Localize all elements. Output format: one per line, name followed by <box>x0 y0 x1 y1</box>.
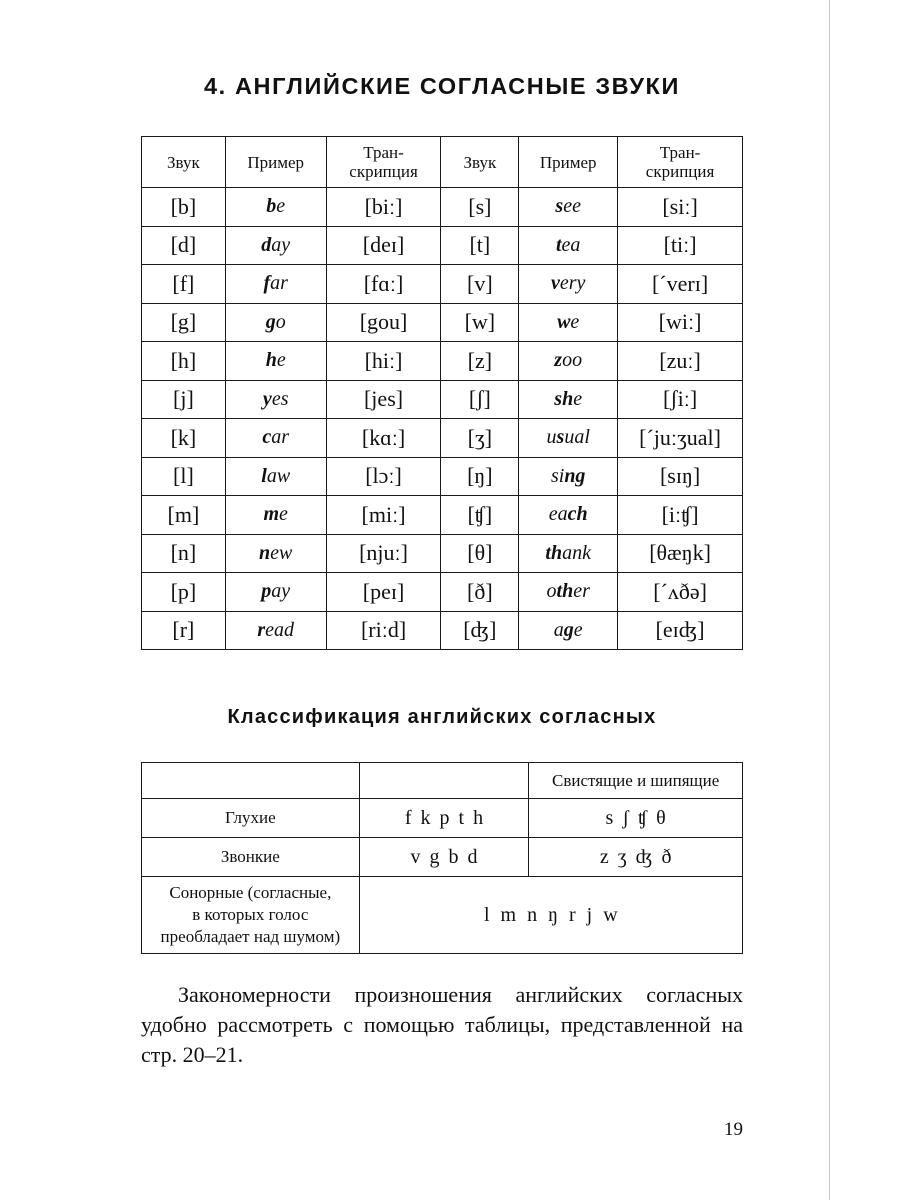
table-row <box>142 265 743 304</box>
highlighted-letters: y <box>262 387 272 410</box>
sound-cell: [l] <box>142 457 226 496</box>
transcription-cell: [θæŋk] <box>618 534 743 573</box>
word-segment: ew <box>270 541 293 564</box>
header-cell: Тран- скрипция <box>326 137 441 188</box>
transcription-cell: [wiː] <box>618 303 743 342</box>
page-number: 19 <box>724 1119 743 1140</box>
example-word-cell <box>225 611 326 650</box>
word-segment: e <box>276 195 286 218</box>
header-cell: Звук <box>142 137 226 188</box>
example-word-cell <box>225 342 326 381</box>
sound-cell: [ʤ] <box>441 611 519 650</box>
table-row <box>142 534 743 573</box>
example-word-cell <box>225 265 326 304</box>
sound-cell: [p] <box>142 573 226 612</box>
sound-cell: [w] <box>441 303 519 342</box>
transcription-cell: [ʃiː] <box>618 380 743 419</box>
page-edge-line <box>829 0 830 1200</box>
sound-cell: [b] <box>142 188 226 227</box>
header-cell: Пример <box>225 137 326 188</box>
voiced-row <box>142 838 743 877</box>
voiced-label: Звонкие <box>142 838 360 877</box>
transcription-cell: [zuː] <box>618 342 743 381</box>
highlighted-letters: g <box>563 618 574 641</box>
table-row <box>142 303 743 342</box>
word-segment: aw <box>266 464 291 487</box>
example-word-cell <box>519 534 618 573</box>
highlighted-letters: m <box>263 503 280 526</box>
highlighted-letters: h <box>265 349 277 372</box>
example-word-cell <box>225 573 326 612</box>
word-segment: si <box>550 464 565 487</box>
word-segment: ee <box>563 195 581 218</box>
highlighted-letters: t <box>555 233 562 256</box>
highlighted-letters: c <box>262 426 272 449</box>
transcription-cell: [ˊjuːʒual] <box>618 419 743 458</box>
table-row <box>142 611 743 650</box>
table-row <box>142 342 743 381</box>
example-word-cell <box>519 188 618 227</box>
word-segment: er <box>573 580 590 603</box>
word-segment: ar <box>271 426 290 449</box>
sound-cell: [k] <box>142 419 226 458</box>
transcription-cell: [tiː] <box>618 226 743 265</box>
transcription-cell: [deɪ] <box>326 226 441 265</box>
word-segment: ay <box>271 233 291 256</box>
word-segment: a <box>553 618 564 641</box>
example-word-cell <box>519 496 618 535</box>
transcription-cell: [riːd] <box>326 611 441 650</box>
sound-cell: [d] <box>142 226 226 265</box>
word-segment: ery <box>559 272 586 295</box>
empty-cell <box>359 763 529 799</box>
sound-cell: [r] <box>142 611 226 650</box>
header-cell: Звук <box>441 137 519 188</box>
transcription-cell: [fɑː] <box>326 265 441 304</box>
example-word-cell <box>519 226 618 265</box>
highlighted-letters: r <box>257 618 266 641</box>
highlighted-letters: ng <box>564 464 586 487</box>
highlighted-letters: sh <box>554 387 574 410</box>
sonorant-sounds: l m n ŋ r j w <box>359 877 742 954</box>
example-word-cell <box>225 419 326 458</box>
sound-cell: [ð] <box>441 573 519 612</box>
table-row <box>142 226 743 265</box>
section-subtitle: Классификация английских согласных <box>227 706 657 728</box>
example-word-cell <box>519 303 618 342</box>
word-segment: o <box>546 580 557 603</box>
transcription-cell: [eɪʤ] <box>618 611 743 650</box>
word-segment: ea <box>561 233 581 256</box>
example-word-cell <box>225 303 326 342</box>
example-word-cell <box>519 573 618 612</box>
transcription-cell: [ˊverɪ] <box>618 265 743 304</box>
sound-cell: [f] <box>142 265 226 304</box>
word-segment: ea <box>548 503 568 526</box>
voiceless-row <box>142 799 743 838</box>
sound-cell: [g] <box>142 303 226 342</box>
transcription-cell: [hiː] <box>326 342 441 381</box>
example-word-cell <box>225 226 326 265</box>
sound-cell: [θ] <box>441 534 519 573</box>
sound-cell: [ŋ] <box>441 457 519 496</box>
transcription-cell: [biː] <box>326 188 441 227</box>
sibilants-header: Свистящие и шипящие <box>529 763 743 799</box>
highlighted-letters: f <box>263 272 271 295</box>
voiced-sounds: v g b d <box>359 838 529 877</box>
transcription-cell: [kɑː] <box>326 419 441 458</box>
voiceless-sounds: f k p t h <box>359 799 529 838</box>
transcription-cell: [njuː] <box>326 534 441 573</box>
transcription-cell: [siː] <box>618 188 743 227</box>
sound-cell: [t] <box>441 226 519 265</box>
word-segment: es <box>271 387 289 410</box>
example-word-cell <box>225 534 326 573</box>
voiceless-sibilants: s ʃ ʧ θ <box>529 799 743 838</box>
word-segment: e <box>573 387 583 410</box>
transcription-cell: [miː] <box>326 496 441 535</box>
example-word-cell <box>225 380 326 419</box>
class-header-row <box>142 763 743 799</box>
sounds-table-body <box>142 137 743 650</box>
example-word-cell <box>225 457 326 496</box>
table-row <box>142 573 743 612</box>
example-word-cell <box>519 611 618 650</box>
highlighted-letters: d <box>261 233 272 256</box>
transcription-cell: [gou] <box>326 303 441 342</box>
sound-cell: [m] <box>142 496 226 535</box>
word-segment: ual <box>564 426 590 449</box>
sound-cell: [ʧ] <box>441 496 519 535</box>
highlighted-letters: n <box>259 541 271 564</box>
example-word-cell <box>519 265 618 304</box>
transcription-cell: [ˊʌðə] <box>618 573 743 612</box>
word-segment: ead <box>265 618 295 641</box>
sounds-header-row <box>142 137 743 188</box>
transcription-cell: [sɪŋ] <box>618 457 743 496</box>
highlighted-letters: s <box>555 195 564 218</box>
word-segment: e <box>570 310 580 333</box>
word-segment: e <box>573 618 583 641</box>
sound-cell: [z] <box>441 342 519 381</box>
highlighted-letters: p <box>261 580 272 603</box>
voiceless-label: Глухие <box>142 799 360 838</box>
consonant-sounds-table <box>141 136 743 650</box>
highlighted-letters: g <box>265 310 276 333</box>
highlighted-letters: th <box>556 580 574 603</box>
transcription-cell: [lɔː] <box>326 457 441 496</box>
table-row <box>142 457 743 496</box>
highlighted-letters: th <box>545 541 563 564</box>
sound-cell: [s] <box>441 188 519 227</box>
sound-cell: [n] <box>142 534 226 573</box>
table-row <box>142 188 743 227</box>
sound-cell: [h] <box>142 342 226 381</box>
example-word-cell <box>225 496 326 535</box>
transcription-cell: [iːʧ] <box>618 496 743 535</box>
word-segment: u <box>546 426 557 449</box>
sound-cell: [ʒ] <box>441 419 519 458</box>
word-segment: e <box>279 503 288 526</box>
highlighted-letters: z <box>554 349 563 372</box>
example-word-cell <box>225 188 326 227</box>
word-segment: e <box>276 349 286 372</box>
sonorant-row <box>142 877 743 954</box>
word-segment: oo <box>562 349 583 372</box>
sonorant-label: Сонорные (согласные, в которых голос преобладает над шумом) <box>142 877 360 954</box>
example-word-cell <box>519 457 618 496</box>
highlighted-letters: s <box>556 426 565 449</box>
voiced-sibilants: z ʒ ʤ ð <box>529 838 743 877</box>
sound-cell: [v] <box>441 265 519 304</box>
table-row <box>142 380 743 419</box>
empty-cell <box>142 763 360 799</box>
word-segment: ay <box>271 580 291 603</box>
highlighted-letters: b <box>266 195 277 218</box>
page-title: 4. АНГЛИЙСКИЕ СОГЛАСНЫЕ ЗВУКИ <box>204 73 680 99</box>
example-word-cell <box>519 380 618 419</box>
header-cell: Пример <box>519 137 618 188</box>
word-segment: ar <box>270 272 288 295</box>
header-cell: Тран- скрипция <box>618 137 743 188</box>
table-row <box>142 496 743 535</box>
highlighted-letters: v <box>550 272 560 295</box>
table-row <box>142 419 743 458</box>
word-segment: ank <box>562 541 591 564</box>
highlighted-letters: w <box>557 310 571 333</box>
sound-cell: [ʃ] <box>441 380 519 419</box>
word-segment: o <box>275 310 286 333</box>
transcription-cell: [jes] <box>326 380 441 419</box>
consonant-classification-table <box>141 762 743 954</box>
highlighted-letters: ch <box>567 503 588 526</box>
example-word-cell <box>519 419 618 458</box>
highlighted-letters: l <box>261 464 267 487</box>
transcription-cell: [peɪ] <box>326 573 441 612</box>
example-word-cell <box>519 342 618 381</box>
sound-cell: [j] <box>142 380 226 419</box>
body-paragraph: Закономерности произношения английских согласных удобно рассмотреть с помощью таблицы, представленной на стр. 20–21. <box>141 982 743 1067</box>
